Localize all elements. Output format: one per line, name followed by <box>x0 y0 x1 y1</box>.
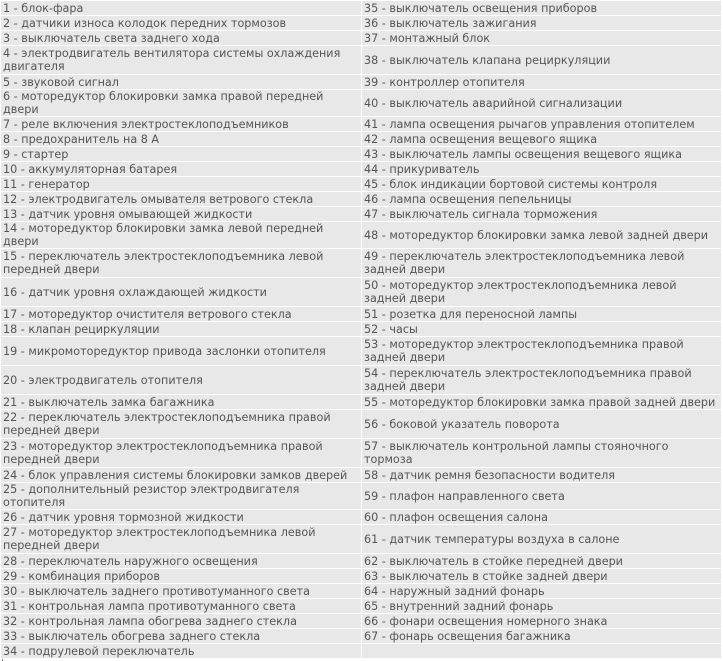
legend-cell-right: 40 - выключатель аварийной сигнализации <box>362 90 722 117</box>
legend-cell-left: 3 - выключатель света заднего хода <box>1 31 362 46</box>
table-row <box>1 132 722 147</box>
legend-cell-left: 16 - датчик уровня охлаждающей жидкости <box>1 278 362 307</box>
legend-cell-right: 61 - датчик температуры воздуха в салоне <box>362 525 722 554</box>
table-row <box>1 554 722 569</box>
table-row <box>1 307 722 322</box>
legend-cell-right: 42 - лампа освещения вещевого ящика <box>362 132 722 147</box>
table-row <box>1 337 722 366</box>
legend-cell-left: 27 - моторедуктор электростеклоподъемника левой передней двери <box>1 525 362 554</box>
legend-cell-left: 13 - датчик уровня омывающей жидкости <box>1 207 362 222</box>
table-row <box>1 278 722 307</box>
table-row <box>1 46 722 75</box>
legend-cell-right: 36 - выключатель зажигания <box>362 16 722 31</box>
table-row <box>1 483 722 510</box>
legend-cell-left: 20 - электродвигатель отопителя <box>1 366 362 395</box>
legend-cell-left: 28 - переключатель наружного освещения <box>1 554 362 569</box>
legend-cell-right: 41 - лампа освещения рычагов управления отопителем <box>362 117 722 132</box>
legend-cell-left: 5 - звуковой сигнал <box>1 75 362 90</box>
legend-cell-right: 67 - фонарь освещения багажника <box>362 629 722 644</box>
table-row <box>1 147 722 162</box>
table-row <box>1 525 722 554</box>
table-row <box>1 222 722 249</box>
table-row <box>1 177 722 192</box>
legend-cell-left: 30 - выключатель заднего противотуманного света <box>1 584 362 599</box>
legend-cell-right: 63 - выключатель в стойке задней двери <box>362 569 722 584</box>
legend-cell-left: 23 - моторедуктор электростеклоподъемника правой передней двери <box>1 439 362 468</box>
legend-cell-left: 10 - аккумуляторная батарея <box>1 162 362 177</box>
legend-cell-right: 35 - выключатель освещения приборов <box>362 1 722 16</box>
legend-cell-left: 1 - блок-фара <box>1 1 362 16</box>
legend-cell-right: 38 - выключатель клапана рециркуляции <box>362 46 722 75</box>
table-row <box>1 322 722 337</box>
table-row <box>1 629 722 644</box>
legend-cell-right: 66 - фонари освещения номерного знака <box>362 614 722 629</box>
legend-cell-right: 57 - выключатель контрольной лампы стояночного тормоза <box>362 439 722 468</box>
legend-cell-right <box>362 644 722 659</box>
legend-cell-right: 48 - моторедуктор блокировки замка левой задней двери <box>362 222 722 249</box>
table-row <box>1 1 722 16</box>
legend-cell-left: 4 - электродвигатель вентилятора системы охлаждения двигателя <box>1 46 362 75</box>
legend-cell-left: 14 - моторедуктор блокировки замка левой передней двери <box>1 222 362 249</box>
table-row <box>1 31 722 46</box>
legend-cell-left: 34 - подрулевой переключатель <box>1 644 362 659</box>
legend-cell-left: 24 - блок управления системы блокировки замков дверей <box>1 468 362 483</box>
table-row <box>1 16 722 31</box>
legend-cell-right: 64 - наружный задний фонарь <box>362 584 722 599</box>
legend-cell-right: 58 - датчик ремня безопасности водителя <box>362 468 722 483</box>
legend-cell-right: 60 - плафон освещения салона <box>362 510 722 525</box>
table-row <box>1 249 722 278</box>
table-row <box>1 90 722 117</box>
table-row <box>1 584 722 599</box>
legend-cell-right: 43 - выключатель лампы освещения вещевого ящика <box>362 147 722 162</box>
table-row <box>1 439 722 468</box>
legend-cell-left: 9 - стартер <box>1 147 362 162</box>
legend-body <box>1 1 722 659</box>
legend-cell-left: 32 - контрольная лампа обогрева заднего стекла <box>1 614 362 629</box>
legend-cell-right: 50 - моторедуктор электростеклоподъемника левой задней двери <box>362 278 722 307</box>
table-row <box>1 207 722 222</box>
legend-cell-right: 44 - прикуриватель <box>362 162 722 177</box>
legend-cell-left: 33 - выключатель обогрева заднего стекла <box>1 629 362 644</box>
table-row <box>1 614 722 629</box>
table-row <box>1 468 722 483</box>
legend-cell-right: 49 - переключатель электростеклоподъемника левой задней двери <box>362 249 722 278</box>
legend-cell-right: 62 - выключатель в стойке передней двери <box>362 554 722 569</box>
legend-cell-left: 21 - выключатель замка багажника <box>1 395 362 410</box>
legend-cell-left: 6 - моторедуктор блокировки замка правой передней двери <box>1 90 362 117</box>
legend-cell-right: 46 - лампа освещения пепельницы <box>362 192 722 207</box>
table-row <box>1 410 722 439</box>
legend-cell-right: 56 - боковой указатель поворота <box>362 410 722 439</box>
legend-cell-left: 12 - электродвигатель омывателя ветрового стекла <box>1 192 362 207</box>
table-row <box>1 510 722 525</box>
legend-cell-left: 25 - дополнительный резистор электродвигателя отопителя <box>1 483 362 510</box>
legend-cell-left: 11 - генератор <box>1 177 362 192</box>
legend-cell-right: 53 - моторедуктор электростеклоподъемника правой задней двери <box>362 337 722 366</box>
table-row <box>1 192 722 207</box>
legend-cell-left: 26 - датчик уровня тормозной жидкости <box>1 510 362 525</box>
legend-cell-left: 8 - предохранитель на 8 А <box>1 132 362 147</box>
legend-cell-right: 39 - контроллер отопителя <box>362 75 722 90</box>
legend-cell-right: 52 - часы <box>362 322 722 337</box>
table-row <box>1 117 722 132</box>
legend-cell-right: 55 - моторедуктор блокировки замка правой задней двери <box>362 395 722 410</box>
legend-cell-left: 31 - контрольная лампа противотуманного света <box>1 599 362 614</box>
legend-cell-right: 47 - выключатель сигнала торможения <box>362 207 722 222</box>
legend-cell-left: 17 - моторедуктор очистителя ветрового стекла <box>1 307 362 322</box>
legend-cell-right: 45 - блок индикации бортовой системы контроля <box>362 177 722 192</box>
legend-cell-left: 18 - клапан рециркуляции <box>1 322 362 337</box>
legend-cell-left: 7 - реле включения электростеклоподъемников <box>1 117 362 132</box>
table-row <box>1 569 722 584</box>
legend-cell-right: 65 - внутренний задний фонарь <box>362 599 722 614</box>
table-row <box>1 75 722 90</box>
table-row <box>1 366 722 395</box>
legend-cell-right: 51 - розетка для переносной лампы <box>362 307 722 322</box>
legend-cell-right: 37 - монтажный блок <box>362 31 722 46</box>
table-row <box>1 599 722 614</box>
table-row <box>1 644 722 659</box>
legend-cell-right: 59 - плафон направленного света <box>362 483 722 510</box>
table-row <box>1 162 722 177</box>
legend-cell-left: 2 - датчики износа колодок передних тормозов <box>1 16 362 31</box>
legend-cell-left: 19 - микромоторедуктор привода заслонки отопителя <box>1 337 362 366</box>
legend-cell-left: 15 - переключатель электростеклоподъемника левой передней двери <box>1 249 362 278</box>
legend-cell-left: 22 - переключатель электростеклоподъемника правой передней двери <box>1 410 362 439</box>
table-row <box>1 395 722 410</box>
legend-cell-left: 29 - комбинация приборов <box>1 569 362 584</box>
legend-cell-right: 54 - переключатель электростеклоподъемника правой задней двери <box>362 366 722 395</box>
